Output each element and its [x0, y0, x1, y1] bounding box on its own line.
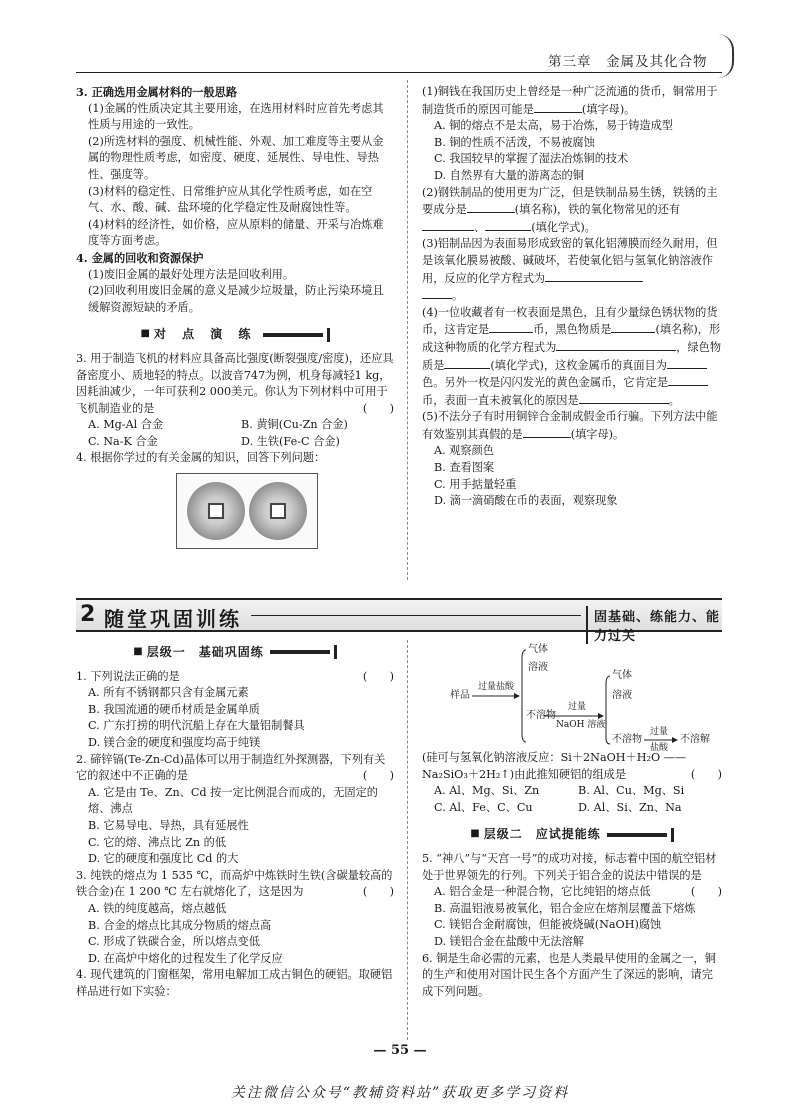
- q3-options-row2: [76, 434, 394, 451]
- q4-note-1: (硅可与氢氧化钠溶液反应：Si＋2NaOH＋H₂O ——: [422, 751, 687, 764]
- p4-blank-4[interactable]: [444, 357, 490, 369]
- right-top-column: [422, 84, 722, 510]
- coin-left-icon: [187, 482, 245, 540]
- p2-blank-1[interactable]: [467, 201, 515, 213]
- p1-opt-a: A. 铜的熔点不是太高，易于冶炼，易于铸造成型: [434, 119, 673, 133]
- p4-blank-2[interactable]: [611, 321, 655, 333]
- sec4-title: 4. 金属的回收和资源保护: [76, 250, 204, 265]
- section-banner: [76, 598, 722, 644]
- q4-stem: 4. 根据你学过的有关金属的知识，回答下列问题：: [76, 451, 326, 465]
- q3b-opt-c: C. 形成了铁碳合金，所以熔点变低: [88, 935, 260, 949]
- p4-blank-3[interactable]: [556, 339, 676, 351]
- p5-opt-a: A. 观察颜色: [434, 444, 494, 458]
- q3-opt-d: D. 生铁(Fe-C 合金): [241, 434, 340, 448]
- diagram-sol1: 溶液: [528, 662, 548, 673]
- p4-stem: (4)一位收藏者有一枚表面是黑色，且有少量绿色锈状物的货币，这肯定是 币，黑色物质是 (填名称)，形成这种物质的化学方程式为 ，绿色物质是 (填化学式)，这枚金属币的真面目为色。另外一枚是闪闪发光的黄色金属币，它肯定是币，表面一直未被氧化的原因是 。: [422, 305, 722, 407]
- level1-title: 层级一 基础巩固练: [146, 645, 264, 659]
- q5-opt-a: A. 铝合金是一种混合物，它比纯铝的熔点低: [434, 885, 651, 899]
- q4-opt-a: A. Al、Mg、Si、Zn: [434, 784, 540, 798]
- banner-line: [251, 615, 581, 616]
- right-bottom-column: [422, 640, 722, 1000]
- diagram-nodissolve: 不溶解: [680, 734, 710, 745]
- coin-right-icon: [249, 482, 307, 540]
- q4-opt-c: C. Al、Fe、C、Cu: [434, 800, 533, 814]
- sec3-item-3: (3)材料的稳定性、日常维护应从其化学性质考虑，如在空气、水、酸、碱、盐环境的化学稳定性及耐腐蚀性等。: [88, 184, 373, 215]
- q4-opt-b: B. Al、Cu、Mg、Si: [578, 784, 685, 798]
- sec3-item-1: (1)金属的性质决定其主要用途，在选用材料时应首先考虑其性质与用途的一致性。: [88, 101, 384, 132]
- q3b-opt-a: A. 铁的纯度越高，熔点越低: [88, 901, 227, 915]
- q4-opt-d: D. Al、Si、Zn、Na: [578, 800, 682, 814]
- diagram-hcl2b: 盐酸: [650, 743, 669, 753]
- p5-opt-b: B. 查看图案: [434, 461, 495, 475]
- p2-stem: (2)钢铁制品的使用更为广泛，但是铁制品易生锈，铁锈的主要成分是 (填名称)，铁的氧化物常见的还有、 (填化学式)。: [422, 185, 718, 234]
- q3-opt-b: B. 黄铜(Cu-Zn 合金): [241, 418, 348, 432]
- left-top-column: [76, 84, 394, 549]
- p1-opt-d: D. 自然界有大量的游离态的铜: [434, 168, 584, 182]
- experiment-flow-diagram: [422, 640, 722, 753]
- sec3-item-4: (4)材料的经济性，如价格，应从原料的储量、开采与冶炼难度等方面考虑。: [88, 217, 384, 248]
- q2-opt-b: B. 它易导电、导热，具有延展性: [88, 818, 249, 832]
- banner-number: 2: [80, 602, 96, 627]
- p1-stem: (1)铜钱在我国历史上曾经是一种广泛流通的货币，铜常用于制造货币的原因可能是 (填字母)。: [422, 85, 718, 116]
- banner-tag: 固基础、练能力、能力过关: [586, 606, 722, 644]
- q5-stem: 5. “神八”与“天宫一号”的成功对接，标志着中国的航空铝材处于世界领先的行列。下列关于铝合金的说法中错误的是 ( ): [422, 851, 722, 899]
- q2-opt-a: A. 它是由 Te、Zn、Cd 按一定比例混合而成的，无固定的熔、沸点: [88, 785, 378, 816]
- heading-tick: [671, 828, 674, 842]
- q4-options-row1: [422, 783, 722, 800]
- diagram-gas1: 气体: [528, 644, 548, 655]
- flag-icon: ■: [470, 828, 480, 840]
- q2-opt-d: D. 它的硬度和强度比 Cd 的大: [88, 852, 239, 866]
- column-divider-bottom: [407, 640, 408, 1040]
- diagram-hcl1: 过量盐酸: [478, 682, 515, 692]
- practice-heading: [76, 326, 394, 343]
- p2-blank-2[interactable]: [422, 219, 474, 231]
- heading-bar: [263, 333, 323, 337]
- level2-title: 层级二 应试提能练: [483, 827, 601, 842]
- p1-opt-c: C. 我国较早的掌握了湿法冶炼铜的技术: [434, 152, 629, 166]
- heading-bar: [607, 833, 667, 837]
- diagram-insol2: 不溶物: [612, 734, 642, 745]
- chapter-header: 第三章 金属及其化合物: [548, 54, 708, 70]
- q3b-opt-d: D. 在高炉中熔化的过程发生了化学反应: [88, 951, 283, 965]
- diagram-sample: 样品: [450, 690, 470, 701]
- p3-stem: (3)铝制品因为表面易形成致密的氧化铝薄膜而经久耐用，但是该氧化膜易被酸、碱破坏，若使氧化铝与氢氧化钠溶液作用，反应的化学方程式为 。: [422, 237, 718, 303]
- q6-stem: 6. 铜是生命必需的元素，也是人类最早使用的金属之一，铜的生产和使用对国计民生各个方面产生了深远的影响，请完成下列问题。: [422, 951, 716, 998]
- p5-opt-d: D. 滴一滴硝酸在币的表面，观察现象: [434, 494, 618, 508]
- q5-opt-b: B. 高温铝液易被氧化，铝合金应在熔剂层覆盖下熔炼: [434, 901, 696, 915]
- p4-blank-5[interactable]: [667, 357, 707, 369]
- diagram-naoh2: NaOH 溶液: [556, 720, 606, 730]
- banner-title: 随堂巩固训练: [104, 607, 242, 631]
- practice-title: 对 点 演 练: [153, 327, 257, 342]
- q1-opt-c: C. 广东打捞的明代沉船上存在大量铝制餐具: [88, 719, 305, 733]
- coins-image: [176, 473, 318, 549]
- p5-opt-c: C. 用手掂量轻重: [434, 477, 517, 491]
- sec4-item-1: (1)废旧金属的最好处理方法是回收利用。: [88, 267, 295, 281]
- p2-blank-3[interactable]: [485, 219, 531, 231]
- p1-blank[interactable]: [534, 101, 582, 113]
- diagram-hcl2a: 过量: [650, 727, 669, 737]
- heading-tick: [327, 328, 330, 342]
- p1-opt-b: B. 铜的性质不活泼，不易被腐蚀: [434, 135, 595, 149]
- q1-opt-d: D. 镁合金的硬度和强度均高于纯镁: [88, 735, 261, 749]
- q4-note-2: Na₂SiO₃＋2H₂↑)由此推知硬铝的组成是 ( ): [422, 767, 722, 781]
- diagram-gas2: 气体: [612, 670, 632, 681]
- q5-opt-d: D. 镁铝合金在盐酸中无法溶解: [434, 934, 584, 948]
- q3-opt-a: A. Mg-Al 合金: [88, 418, 164, 432]
- p5-stem: (5)不法分子有时用铜锌合金制成假金币行骗。下列方法中能有效鉴别其真假的是 (填字母)。: [422, 410, 718, 441]
- level1-heading: [76, 644, 394, 661]
- p3-blank-2[interactable]: [422, 287, 452, 299]
- q3-options-row1: [76, 417, 394, 434]
- q4-options-row2: [422, 800, 722, 817]
- q5-opt-c: C. 镁铝合金耐腐蚀，但能被烧碱(NaOH)腐蚀: [434, 918, 662, 932]
- diagram-insol1: 不溶物: [526, 710, 556, 721]
- q2-opt-c: C. 它的熔、沸点比 Zn 的低: [88, 835, 227, 849]
- p4-blank-1[interactable]: [489, 321, 533, 333]
- column-divider-top: [407, 80, 408, 580]
- p5-blank[interactable]: [523, 426, 571, 438]
- sec4-item-2: (2)回收利用废旧金属的意义是减少垃圾量，防止污染环境且缓解资源短缺的矛盾。: [88, 284, 384, 314]
- q4b-stem: 4. 现代建筑的门窗框架，常用电解加工成古铜色的硬铝。取硬铝样品进行如下实验：: [76, 968, 393, 998]
- flag-icon: ■: [140, 328, 150, 340]
- p4-blank-6[interactable]: [668, 374, 708, 386]
- left-bottom-column: [76, 640, 394, 1000]
- q3b-opt-b: B. 合金的熔点比其成分物质的熔点高: [88, 918, 272, 932]
- q1-opt-a: A. 所有不锈钢都只含有金属元素: [88, 686, 249, 700]
- heading-tick: [334, 645, 337, 659]
- diagram-sol2: 溶液: [612, 690, 632, 701]
- q3-paren: ( ): [362, 401, 394, 415]
- footer-note: 关注微信公众号“教辅资料站”获取更多学习资料: [230, 1085, 570, 1101]
- page-number: — 55 —: [373, 1043, 427, 1058]
- p4-blank-7[interactable]: [579, 392, 669, 404]
- sec3-title: 3. 正确选用金属材料的一般思路: [76, 85, 238, 99]
- heading-bar: [270, 650, 330, 654]
- q1-opt-b: B. 我国流通的硬币材质是金属单质: [88, 702, 260, 716]
- sec3-item-2: (2)所选材料的强度、机械性能、外观、加工难度等主要从金属的物理性质考虑，如密度、硬度、延展性、导电性、导热性、强度等。: [88, 134, 384, 181]
- p3-blank-1[interactable]: [545, 270, 643, 282]
- q3-opt-c: C. Na-K 合金: [88, 434, 158, 448]
- q2-stem: 2. 碲锌镉(Te-Zn-Cd)晶体可以用于制造红外探测器，下列有关它的叙述中不正确的是 ( ): [76, 752, 394, 783]
- q3b-stem: 3. 纯铁的熔点为 1 535 ℃，而高炉中炼铁时生铁(含碳量较高的铁合金)在 1 200 ℃ 左右就熔化了，这是因为 ( ): [76, 868, 394, 899]
- q3-stem: 3. 用于制造飞机的材料应具备高比强度(断裂强度/密度)，还应具备密度小、质地轻的特点。以波音747为例，机身每减轻1 kg，因耗油减少，一年可获利2 000美元。你认为下列材料中可用于飞机制造业的是 ( ): [76, 351, 394, 417]
- level2-heading: [422, 826, 722, 843]
- flag-icon: ■: [133, 646, 143, 657]
- diagram-naoh: 过量: [568, 702, 587, 712]
- header-rule: [76, 72, 722, 73]
- q1-stem: 1. 下列说法正确的是 ( ): [76, 669, 394, 683]
